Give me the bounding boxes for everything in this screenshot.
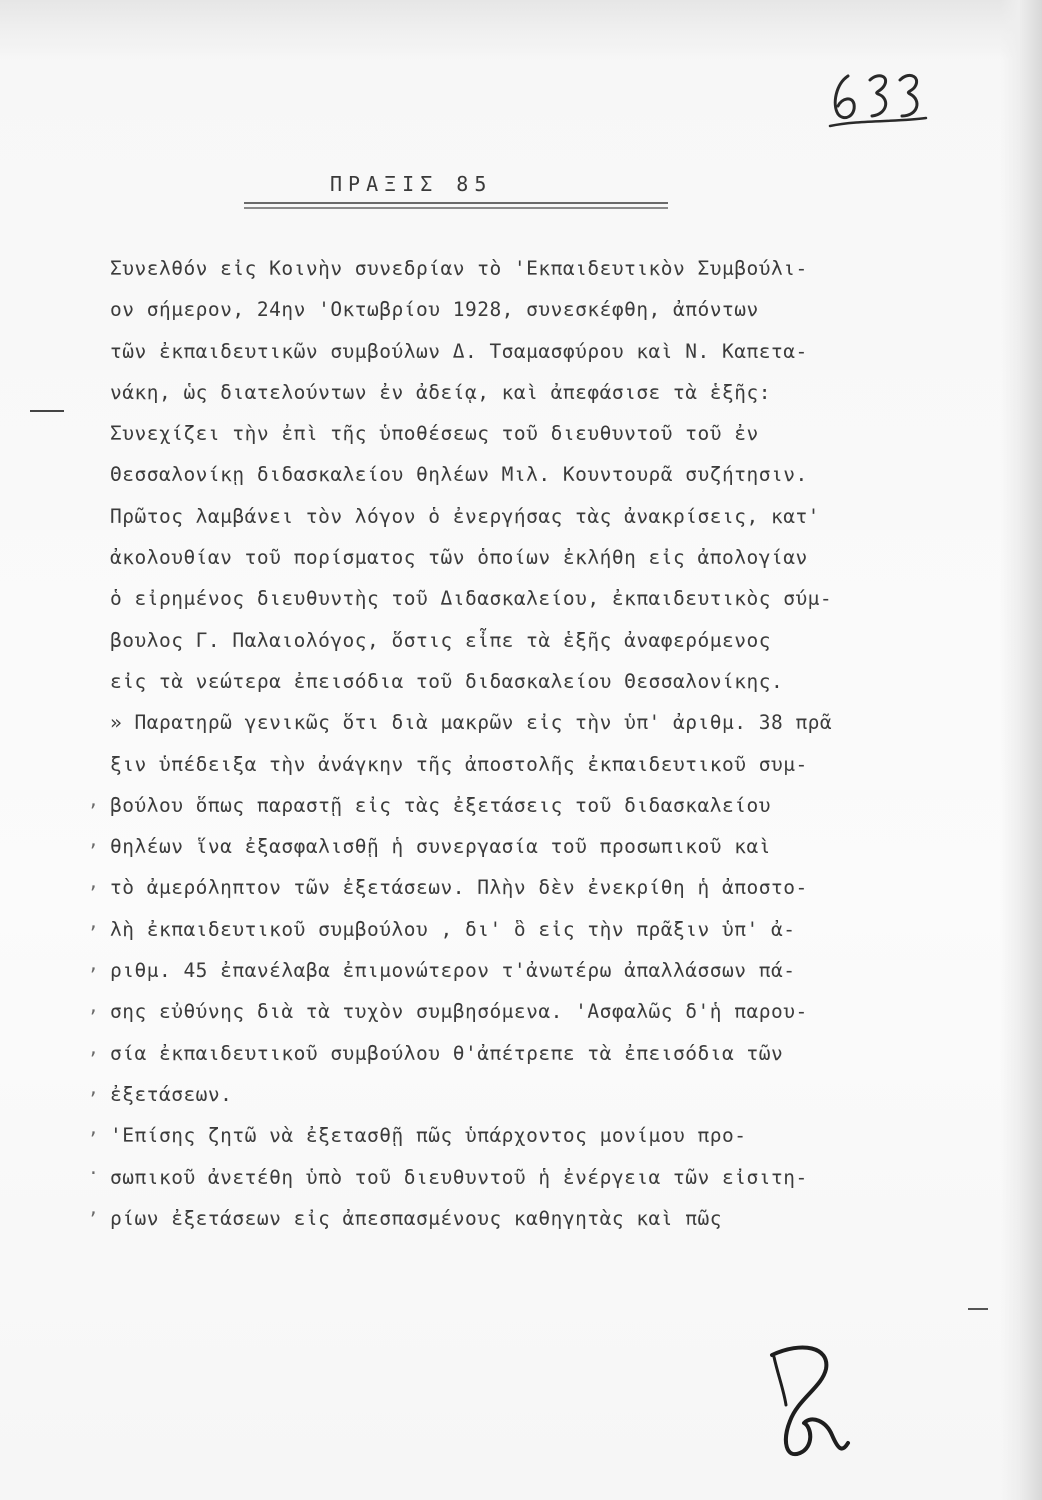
- initial-drawing: [752, 1335, 862, 1465]
- margin-mark: ,: [88, 912, 99, 933]
- text-line: ρίων ἐξετάσεων εἰς ἀπεσπασμένους καθηγητὰς καὶ πῶς: [110, 1206, 722, 1230]
- document-body: [110, 248, 990, 1239]
- margin-mark: ,: [88, 1198, 99, 1219]
- text-line: Συνελθόν εἰς Κοινὴν συνεδρίαν τὸ 'Εκπαιδευτικὸν Συμβούλι-: [110, 257, 808, 280]
- text-line: » Παρατηρῶ γενικῶς ὅτι διὰ μακρῶν εἰς τὴν ὑπ' ἀριθμ. 38 πρᾶ: [110, 711, 833, 735]
- margin-mark: .: [88, 1158, 99, 1179]
- text-line: λὴ ἐκπαιδευτικοῦ συμβούλου , δι' ὃ εἰς τὴν πρᾶξιν ὑπ' ἀ-: [110, 917, 796, 941]
- text-line: σης εὐθύνης διὰ τὰ τυχὸν συμβησόμενα. 'Ασφαλῶς δ'ἡ παρου-: [110, 1000, 808, 1024]
- title-underline: [244, 202, 668, 209]
- margin-dash: [30, 410, 64, 412]
- margin-mark: ,: [88, 996, 99, 1017]
- text-line: βούλου ὅπως παραστῇ εἰς τὰς ἐξετάσεις τοῦ διδασκαλείου: [110, 793, 771, 817]
- text-line: ἐξετάσεων.: [110, 1082, 233, 1106]
- text-line: 'Επίσης ζητῶ νὰ ἐξετασθῇ πῶς ὑπάρχοντος μονίμου προ-: [110, 1124, 747, 1148]
- text-line: τὸ ἀμερόληπτον τῶν ἐξετάσεων. Πλὴν δὲν ἐνεκρίθη ἡ ἀποστο-: [110, 876, 808, 900]
- handwritten-initial: [752, 1335, 862, 1465]
- margin-mark: ,: [88, 790, 99, 811]
- text-line: ον σήμερον, 24ην 'Οκτωβρίου 1928, συνεσκέφθη, ἀπόντων: [110, 298, 759, 322]
- text-line: νάκη, ὡς διατελούντων ἐν ἀδείᾳ, καὶ ἀπεφάσισε τὰ ἑξῆς:: [110, 380, 771, 404]
- margin-mark: ,: [88, 1118, 99, 1139]
- text-line: ριθμ. 45 ἐπανέλαβα ἐπιμονώτερον τ'ἀνωτέρω ἀπαλλάσσων πά-: [110, 959, 796, 983]
- text-line: θηλέων ἵνα ἐξασφαλισθῇ ἡ συνεργασία τοῦ προσωπικοῦ καὶ: [110, 835, 771, 859]
- text-line: βουλος Γ. Παλαιολόγος, ὅστις εἶπε τὰ ἑξῆς ἀναφερόμενος: [110, 628, 771, 652]
- text-line: τῶν ἐκπαιδευτικῶν συμβούλων Δ. Τσαμασφύρου καὶ Ν. Καπετα-: [110, 339, 808, 363]
- margin-dash-right: [968, 1308, 988, 1310]
- margin-mark: ,: [88, 872, 99, 893]
- text-line: Θεσσαλονίκῃ διδασκαλείου θηλέων Μιλ. Κουντουρᾶ συζήτησιν.: [110, 463, 808, 487]
- page-shadow-right: [1000, 0, 1042, 1500]
- text-line: Συνεχίζει τὴν ἐπὶ τῆς ὑποθέσεως τοῦ διευθυντοῦ τοῦ ἐν: [110, 422, 759, 446]
- text-line: ὁ εἰρημένος διευθυντὴς τοῦ Διδασκαλείου, ἐκπαιδευτικὸς σύμ-: [110, 587, 833, 611]
- margin-mark: ,: [88, 954, 99, 975]
- page-shadow-top: [0, 0, 1042, 60]
- margin-mark: ,: [88, 830, 99, 851]
- page-number-drawing: [818, 56, 938, 136]
- text-line: σία ἐκπαιδευτικοῦ συμβούλου θ'ἀπέτρεπε τὰ ἐπεισόδια τῶν: [110, 1041, 784, 1065]
- text-line: Πρῶτος λαμβάνει τὸν λόγον ὁ ἐνεργήσας τὰς ἀνακρίσεις, κατ': [110, 504, 820, 528]
- margin-mark: ,: [88, 1078, 99, 1099]
- text-line: ἀκολουθίαν τοῦ πορίσματος τῶν ὁποίων ἐκλήθη εἰς ἀπολογίαν: [110, 546, 808, 570]
- document-title: ΠΡΑΞΙΣ 85: [330, 172, 493, 196]
- text-line: εἰς τὰ νεώτερα ἐπεισόδια τοῦ διδασκαλείου Θεσσαλονίκης.: [110, 669, 784, 693]
- margin-mark: ,: [88, 1038, 99, 1059]
- text-line: σωπικοῦ ἀνετέθη ὑπὸ τοῦ διευθυντοῦ ἡ ἐνέργεια τῶν εἰσιτη-: [110, 1165, 808, 1189]
- text-line: ξιν ὑπέδειξα τὴν ἀνάγκην τῆς ἀποστολῆς ἐκπαιδευτικοῦ συμ-: [110, 752, 808, 776]
- handwritten-page-number: [818, 56, 938, 136]
